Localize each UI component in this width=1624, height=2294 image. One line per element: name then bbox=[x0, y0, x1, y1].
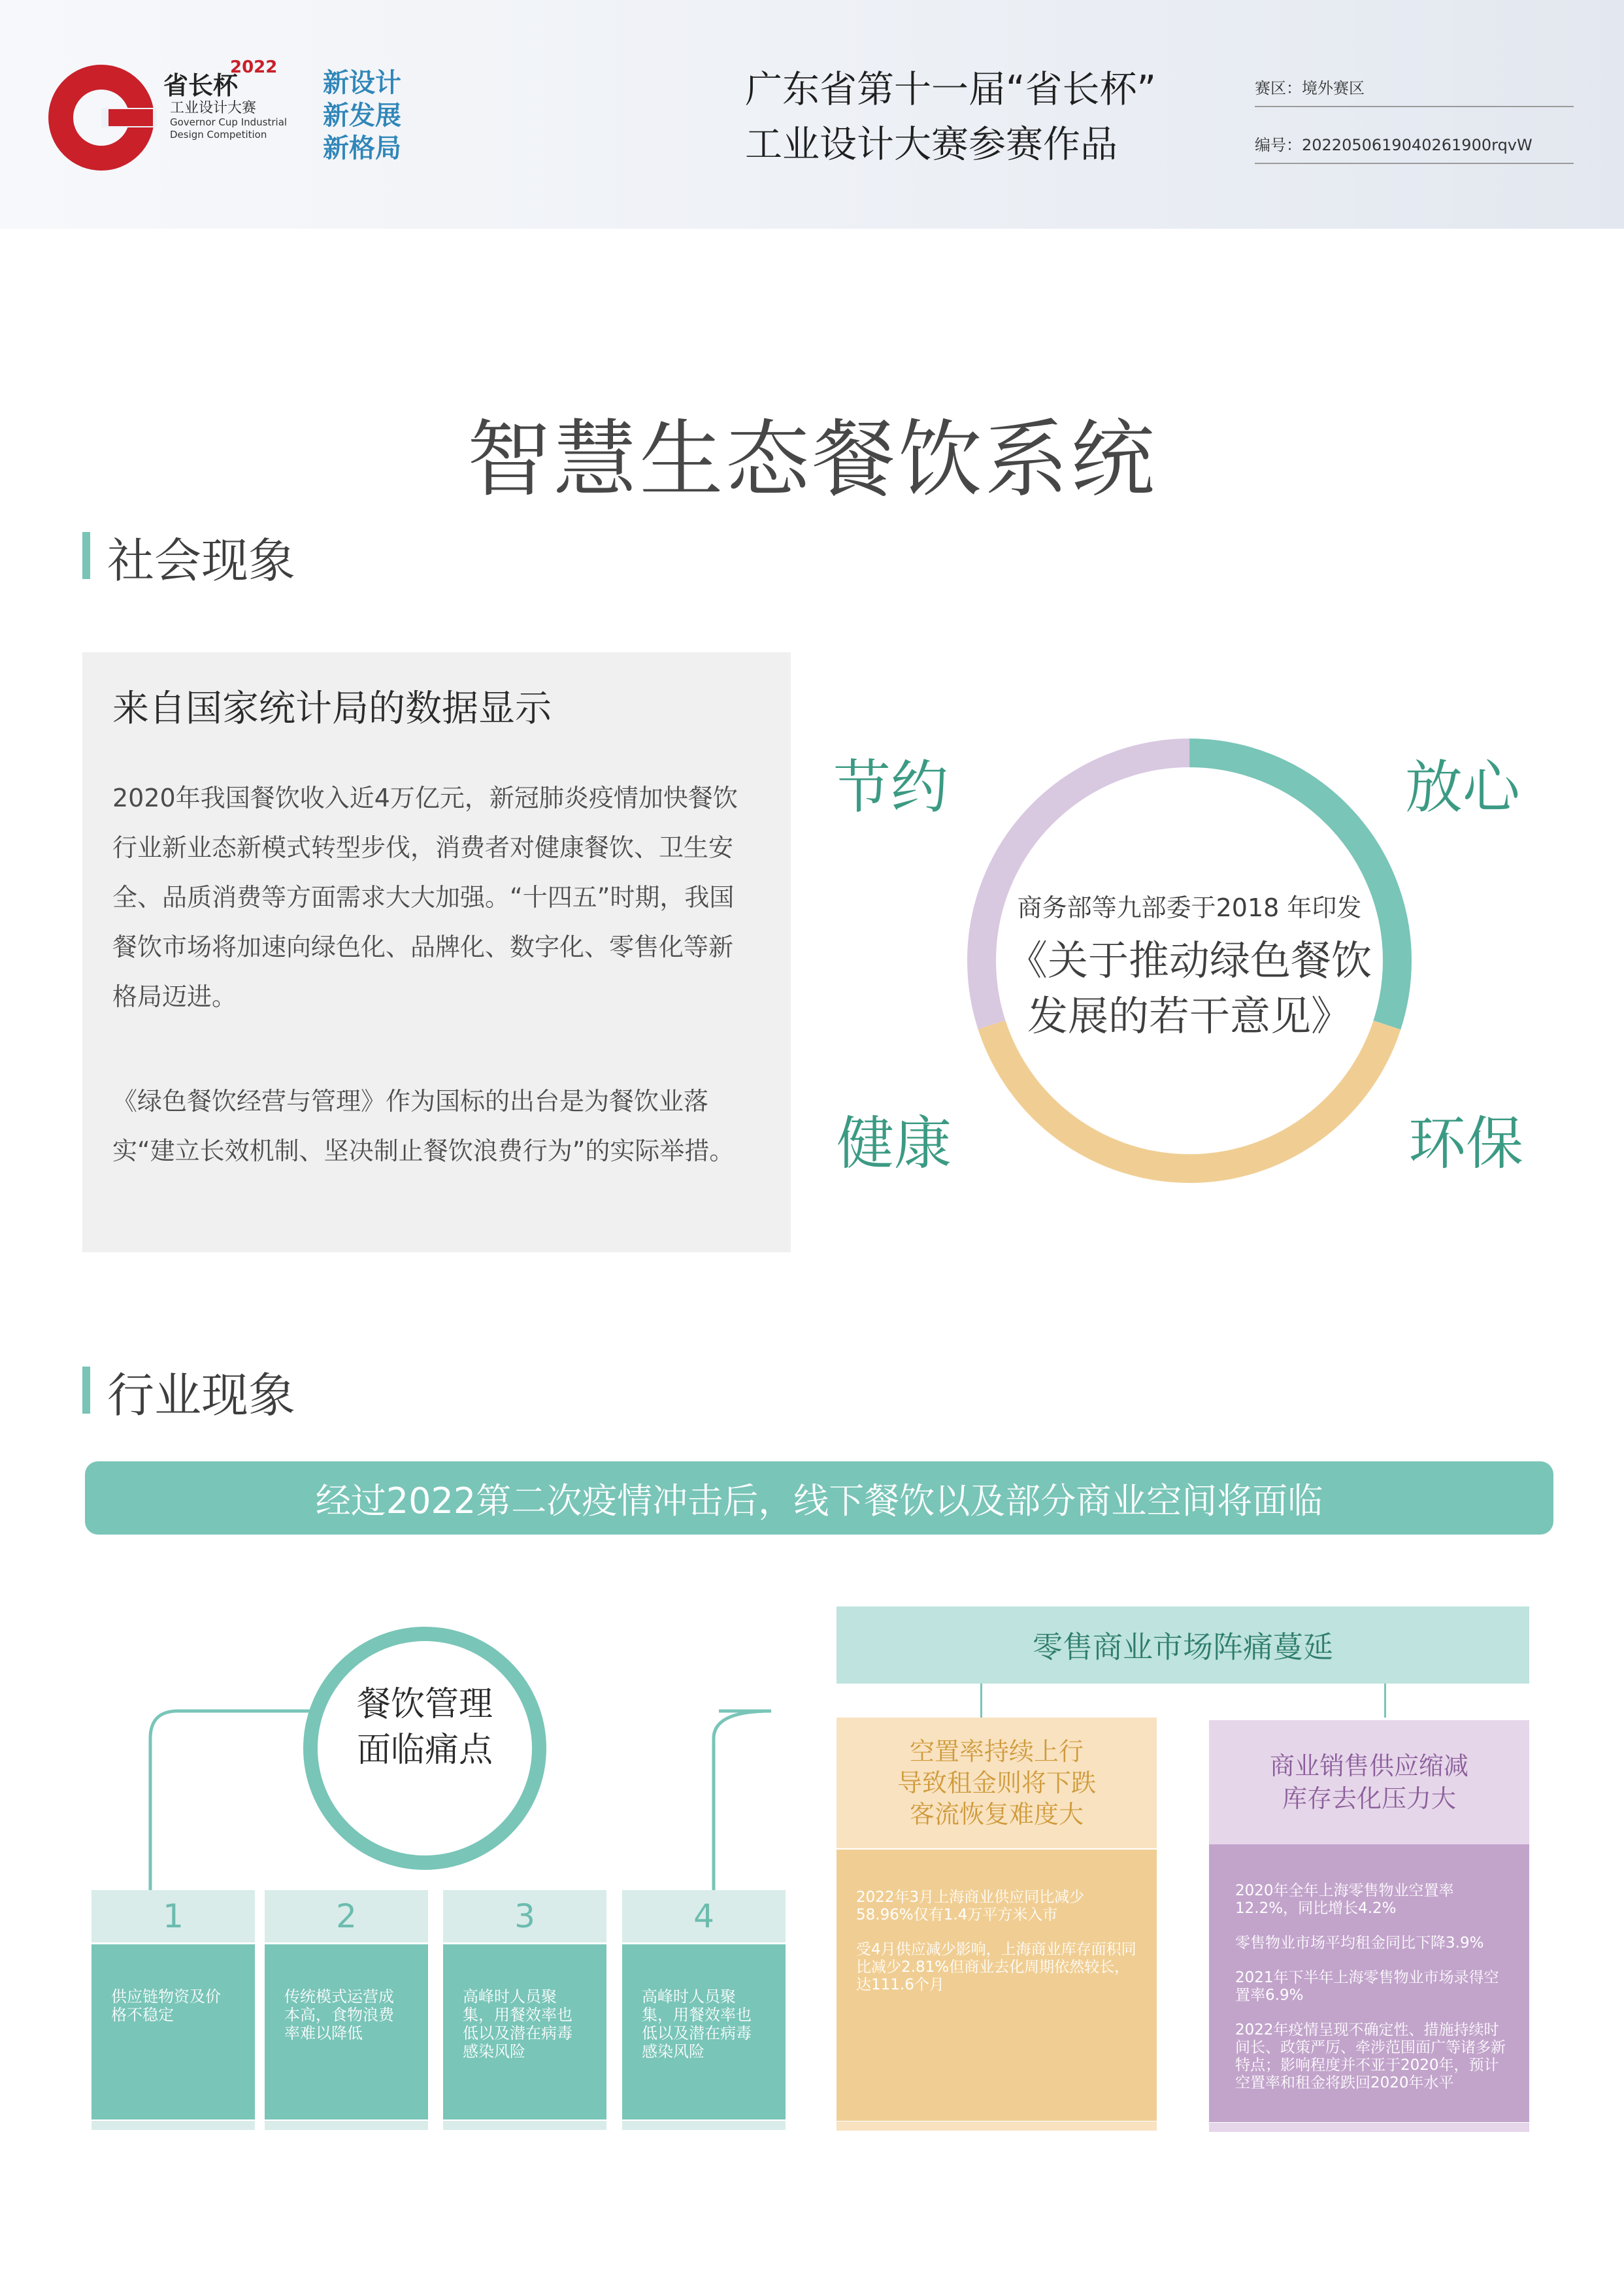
supply-fact: 2022年疫情呈现不确定性、措施持续时间长、政策严厉、牵涉范围面广等诸多新特点；影响程度并不亚于2020年，预计空置率和租金将跌回2020年水平 bbox=[1235, 2021, 1506, 2091]
pain-item: 供应链物资及价格不稳定 bbox=[91, 1944, 255, 2119]
supply-card-body bbox=[1209, 1844, 1529, 2122]
supply-heading-line: 库存去化压力大 bbox=[1282, 1784, 1456, 1813]
slogan-line: 新发展 bbox=[323, 101, 401, 131]
supply-fact: 2021年下半年上海零售物业市场录得空置率6.9% bbox=[1235, 1969, 1499, 2004]
pain-title-line: 餐饮管理 bbox=[356, 1685, 493, 1724]
connector-line bbox=[1384, 1684, 1386, 1718]
pain-item: 高峰时人员聚集，用餐效率也低以及潜在病毒感染风险 bbox=[622, 1944, 786, 2119]
connector-line bbox=[714, 1711, 771, 1890]
slogan-line: 新设计 bbox=[323, 68, 401, 98]
code-field: 编号：2022050619040261900rqvW bbox=[1255, 132, 1574, 164]
stats-paragraph: 《绿色餐饮经营与管理》作为国标的出台是为餐饮业落实“建立长效机制、坚决制止餐饮浪费行为”的实际举措。 bbox=[112, 1087, 735, 1165]
section-marker bbox=[82, 1367, 90, 1414]
supply-heading-line: 商业销售供应缩减 bbox=[1269, 1752, 1468, 1780]
logo-year: 2022 bbox=[230, 58, 278, 77]
slogan bbox=[323, 67, 401, 165]
supply-fact: 2020年全年上海零售物业空置率12.2%，同比增长4.2% bbox=[1235, 1882, 1454, 1917]
pain-foot bbox=[91, 2121, 255, 2130]
keyword-eco: 环保 bbox=[1408, 1110, 1524, 1177]
region-field: 赛区：境外赛区 bbox=[1255, 75, 1574, 107]
vacancy-fact: 2022年3月上海商业供应同比减少58.96%仅有1.4万平方米入市 bbox=[856, 1889, 1085, 1923]
contest-title bbox=[745, 62, 1156, 172]
pain-item: 高峰时人员聚集，用餐效率也低以及潜在病毒感染风险 bbox=[443, 1944, 606, 2119]
ring-text-line: 商务部等九部委于2018 年印发 bbox=[1017, 893, 1362, 922]
keyword-save: 节约 bbox=[833, 754, 949, 821]
industry-banner bbox=[85, 1461, 1553, 1535]
ring-text-line: 发展的若干意见》 bbox=[1027, 992, 1351, 1040]
vacancy-fact: 受4月供应减少影响，上海商业库存面积同比减少2.81%但商业去化周期依然较长，达111.6个月 bbox=[856, 1941, 1136, 1993]
retail-heading bbox=[837, 1606, 1529, 1684]
supply-card-heading bbox=[1209, 1720, 1529, 1844]
pain-foot bbox=[622, 2121, 786, 2130]
supply-fact: 零售物业市场平均租金同比下降3.9% bbox=[1235, 1935, 1484, 1952]
retail-heading-text: 零售商业市场阵痛蔓延 bbox=[1033, 1629, 1333, 1665]
section-heading-social: 社会现象 bbox=[107, 533, 296, 588]
contest-title-line: 工业设计大赛参赛作品 bbox=[745, 123, 1118, 166]
vacancy-heading-line: 空置率持续上行 bbox=[909, 1737, 1084, 1766]
ring-text-line: 《关于推动绿色餐饮 bbox=[1006, 937, 1372, 984]
pain-title-line: 面临痛点 bbox=[356, 1731, 493, 1770]
logo-subtitle: 工业设计大赛 bbox=[170, 100, 257, 116]
pain-number: 2 bbox=[265, 1890, 428, 1942]
keyword-health: 健康 bbox=[837, 1110, 952, 1177]
page-title: 智慧生态餐饮系统 bbox=[467, 411, 1157, 508]
connector-line bbox=[980, 1684, 982, 1718]
logo-name: 省长杯 bbox=[163, 71, 239, 100]
pain-foot bbox=[265, 2121, 428, 2130]
pain-number: 4 bbox=[622, 1890, 786, 1942]
keyword-assured: 放心 bbox=[1405, 754, 1521, 821]
contest-title-line: 广东省第十一届“省长杯” bbox=[745, 68, 1157, 111]
logo-mark bbox=[46, 62, 157, 173]
banner-text: 经过2022第二次疫情冲击后，线下餐饮以及部分商业空间将面临 bbox=[315, 1480, 1323, 1521]
connector-line bbox=[150, 1711, 314, 1890]
pain-number: 1 bbox=[91, 1890, 255, 1942]
vacancy-card-foot bbox=[837, 2121, 1157, 2131]
vacancy-card-heading bbox=[837, 1718, 1157, 1848]
vacancy-card-body bbox=[837, 1850, 1157, 2121]
section-marker bbox=[82, 532, 90, 579]
vacancy-heading-line: 客流恢复难度大 bbox=[909, 1800, 1084, 1829]
slogan-line: 新格局 bbox=[323, 133, 401, 163]
section-heading-industry: 行业现象 bbox=[107, 1368, 296, 1423]
pain-number: 3 bbox=[443, 1890, 606, 1942]
vacancy-heading-line: 导致租金则将下跌 bbox=[897, 1769, 1096, 1797]
pain-foot bbox=[443, 2121, 606, 2130]
logo-english: Governor Cup Industrial Design Competition bbox=[170, 116, 288, 141]
supply-card-foot bbox=[1209, 2123, 1529, 2132]
stats-paragraph: 2020年我国餐饮收入近4万亿元，新冠肺炎疫情加快餐饮行业新业态新模式转型步伐，消费者对健康餐饮、卫生安全、品质消费等方面需求大大加强。“十四五”时期，我国餐饮市场将加速向绿色化、品牌化、数字化、零售化等新格局迈进。 bbox=[112, 784, 738, 1011]
pain-item: 传统模式运营成本高，食物浪费率难以降低 bbox=[265, 1944, 428, 2119]
stats-heading: 来自国家统计局的数据显示 bbox=[112, 688, 552, 730]
